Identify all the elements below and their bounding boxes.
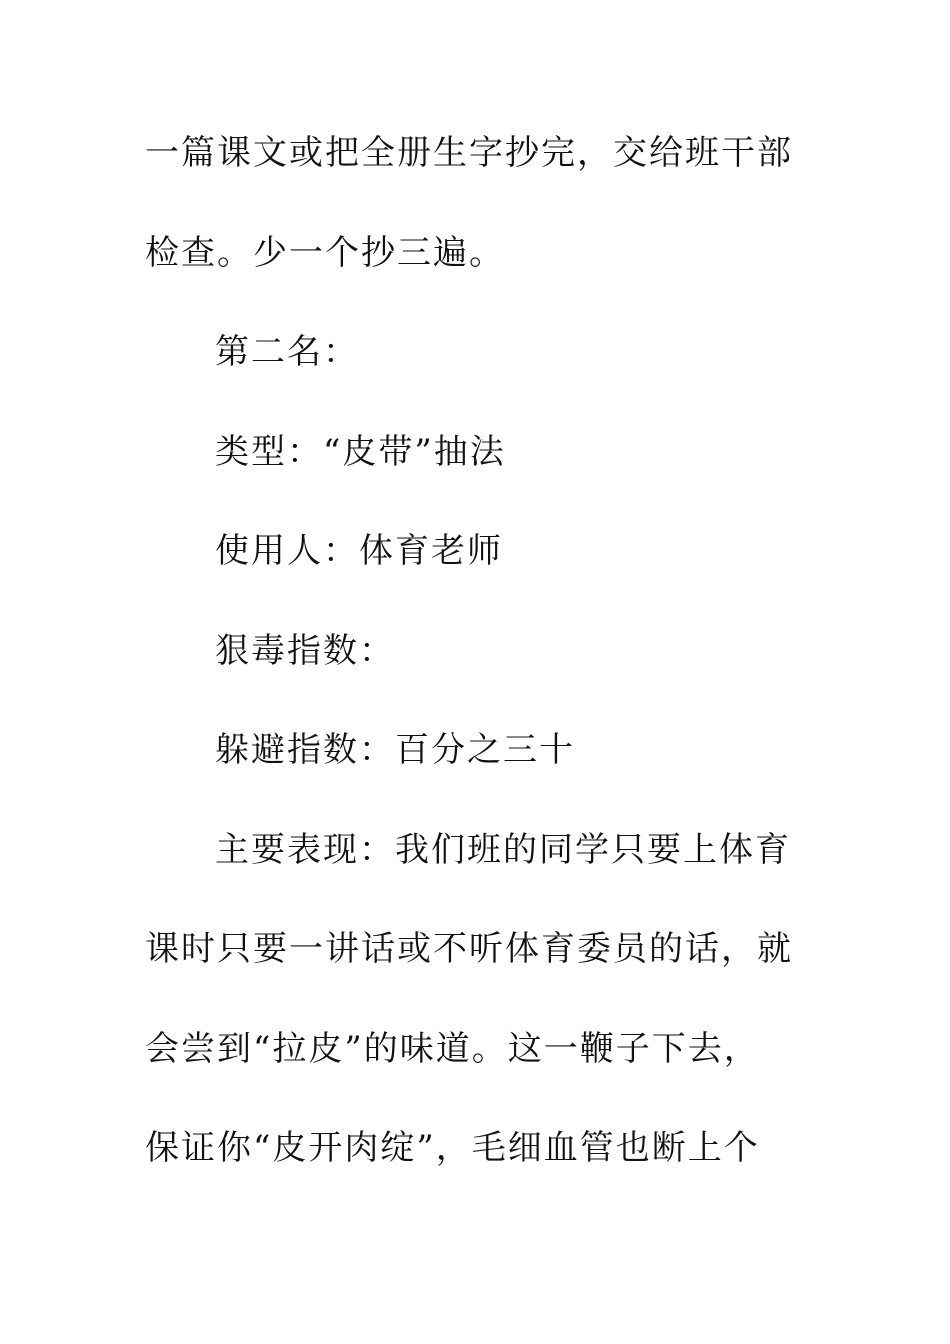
section-heading: 第二名： [215,332,359,372]
text-line: 检查。少一个抄三遍。 [145,233,505,273]
text-line: 类型：“皮带”抽法 [215,432,506,472]
text-line: 狠毒指数： [215,631,395,671]
text-line: 使用人：体育老师 [215,531,503,571]
text-line: 保证你“皮开肉绽”，毛细血管也断上个 [145,1128,760,1168]
text-line: 主要表现：我们班的同学只要上体育 [215,830,791,870]
text-line: 课时只要一讲话或不听体育委员的话，就 [145,929,793,969]
text-line: 一篇课文或把全册生字抄完，交给班干部 [145,133,793,173]
text-line: 躲避指数：百分之三十 [215,730,575,770]
text-line: 会尝到“拉皮”的味道。这一鞭子下去， [145,1029,760,1069]
